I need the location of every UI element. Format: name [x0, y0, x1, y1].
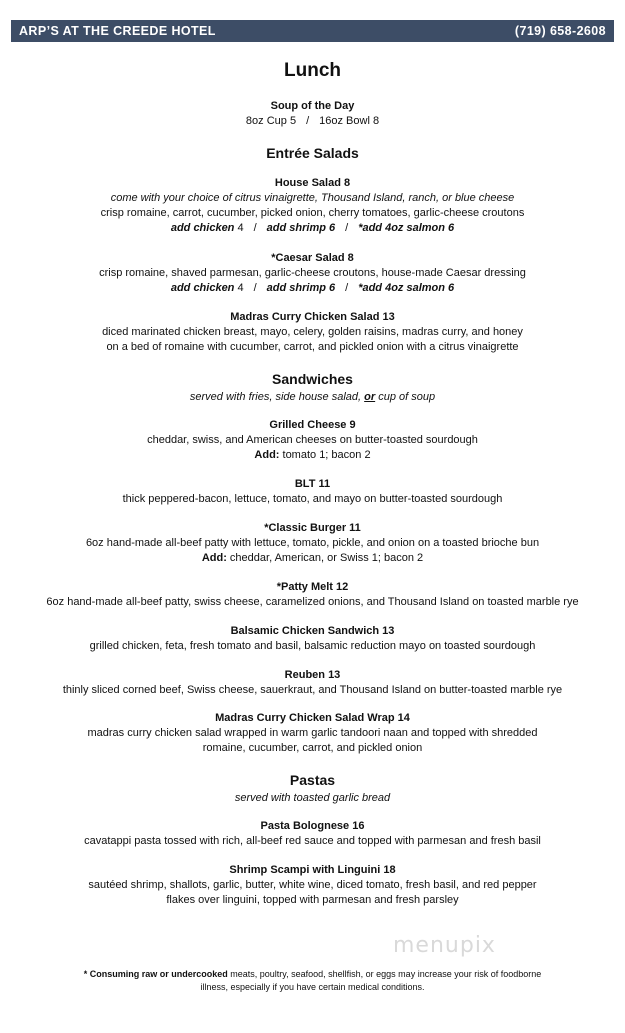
item-description-line2: on a bed of romaine with cucumber, carrot, and pickled onion with a citrus vinaigrette	[106, 341, 519, 353]
item-name: *Classic Burger 11	[264, 522, 361, 534]
addon-text: tomato 1; bacon 2	[279, 449, 371, 461]
reuben-item	[0, 668, 625, 698]
item-description: cavatappi pasta tossed with rich, all-beef red sauce and topped with parmesan and fresh basil	[84, 835, 541, 847]
section-heading-pastas: Pastas	[289, 772, 336, 788]
item-description: thinly sliced corned beef, Swiss cheese, sauerkraut, and Thousand Island on butter-toasted marble rye	[62, 684, 563, 696]
grilled-cheese-item	[0, 418, 625, 463]
addon-chicken: add chicken	[170, 282, 235, 294]
footnote	[0, 968, 625, 994]
item-addons	[0, 448, 625, 463]
shrimp-scampi-item	[0, 863, 625, 908]
addon-shrimp: add shrimp 6	[266, 222, 336, 234]
phone-number: (719) 658-2608	[514, 23, 606, 38]
addon-chicken-price: 4	[234, 222, 244, 234]
pastas-note: served with toasted garlic bread	[234, 792, 391, 804]
addon-salmon: *add 4oz salmon 6	[358, 222, 455, 234]
note-or: or	[364, 391, 376, 403]
item-name: House Salad 8	[274, 177, 351, 189]
item-name: *Patty Melt 12	[276, 581, 349, 593]
item-description-line2: flakes over linguini, topped with parmesan and fresh parsley	[166, 894, 459, 906]
separator: /	[306, 115, 310, 127]
note-text: served with fries, side house salad,	[189, 391, 365, 403]
separator: /	[345, 222, 349, 234]
item-name: Grilled Cheese 9	[269, 419, 356, 431]
soup-item	[0, 99, 625, 129]
footnote-text: meats, poultry, seafood, shellfish, or eggs may increase your risk of foodborne	[227, 969, 542, 979]
note-text: cup of soup	[375, 391, 436, 403]
item-description-line1: sautéed shrimp, shallots, garlic, butter, white wine, diced tomato, fresh basil, and red pepper	[88, 879, 537, 891]
item-description-line2: romaine, cucumber, carrot, and pickled onion	[202, 742, 423, 754]
classic-burger-item	[0, 521, 625, 566]
item-description: 6oz hand-made all-beef patty with lettuce, tomato, pickle, and onion on a toasted brioche bun	[85, 537, 540, 549]
item-addons	[0, 221, 625, 236]
soup-bowl: 16oz Bowl 8	[319, 115, 380, 127]
addon-text: cheddar, American, or Swiss 1; bacon 2	[226, 552, 424, 564]
addon-shrimp: add shrimp 6	[266, 282, 336, 294]
house-salad-item	[0, 176, 625, 236]
footnote-bold: * Consuming raw or undercooked	[83, 969, 228, 979]
item-description-line1: diced marinated chicken breast, mayo, celery, golden raisins, madras curry, and honey	[102, 326, 523, 338]
footnote-line2: illness, especially if you have certain medical conditions.	[200, 982, 425, 992]
item-description: 6oz hand-made all-beef patty, swiss cheese, caramelized onions, and Thousand Island on toasted marble rye	[46, 596, 579, 608]
item-description: grilled chicken, feta, fresh tomato and basil, balsamic reduction mayo on toasted sourdough	[89, 640, 536, 652]
menu-title: Lunch	[284, 60, 341, 81]
item-addons	[0, 281, 625, 296]
header-bar	[11, 20, 614, 42]
addon-label: Add:	[254, 449, 280, 461]
item-description: cheddar, swiss, and American cheeses on butter-toasted sourdough	[147, 434, 478, 446]
item-name: Balsamic Chicken Sandwich 13	[230, 625, 395, 637]
addon-label: Add:	[201, 552, 227, 564]
item-name: Madras Curry Chicken Salad 13	[230, 311, 395, 323]
item-addons	[0, 551, 625, 566]
item-name: Pasta Bolognese 16	[260, 820, 365, 832]
bolognese-item	[0, 819, 625, 849]
restaurant-name: ARP’S AT THE CREEDE HOTEL	[19, 23, 216, 38]
madras-salad-item	[0, 310, 625, 355]
addon-chicken: add chicken	[170, 222, 235, 234]
curry-wrap-item	[0, 711, 625, 756]
section-heading-sandwiches: Sandwiches	[272, 371, 353, 387]
section-heading-salads: Entrée Salads	[266, 145, 359, 161]
item-description-line1: madras curry chicken salad wrapped in warm garlic tandoori naan and topped with shredded	[87, 727, 538, 739]
separator: /	[253, 222, 257, 234]
footnote-line1	[0, 968, 625, 981]
item-name: BLT 11	[294, 478, 331, 490]
separator: /	[345, 282, 349, 294]
item-name: Reuben 13	[284, 669, 341, 681]
item-description: crisp romaine, shaved parmesan, garlic-cheese croutons, house-made Caesar dressing	[99, 267, 526, 279]
item-note: come with your choice of citrus vinaigrette, Thousand Island, ranch, or blue cheese	[110, 192, 515, 204]
item-name: Shrimp Scampi with Linguini 18	[229, 864, 396, 876]
patty-melt-item	[0, 580, 625, 610]
item-name: Soup of the Day	[270, 100, 355, 112]
watermark: menupix	[393, 933, 496, 958]
addon-chicken-price: 4	[234, 282, 244, 294]
sandwiches-note	[0, 390, 625, 405]
blt-item	[0, 477, 625, 507]
caesar-salad-item	[0, 251, 625, 296]
item-name: Madras Curry Chicken Salad Wrap 14	[215, 712, 410, 724]
soup-sizes	[0, 114, 625, 129]
soup-cup: 8oz Cup 5	[245, 115, 297, 127]
item-description: crisp romaine, carrot, cucumber, picked onion, cherry tomatoes, garlic-cheese croutons	[100, 207, 525, 219]
separator: /	[253, 282, 257, 294]
balsamic-chicken-item	[0, 624, 625, 654]
item-description: thick peppered-bacon, lettuce, tomato, and mayo on butter-toasted sourdough	[122, 493, 503, 505]
item-name: *Caesar Salad 8	[271, 252, 354, 264]
addon-salmon: *add 4oz salmon 6	[358, 282, 455, 294]
